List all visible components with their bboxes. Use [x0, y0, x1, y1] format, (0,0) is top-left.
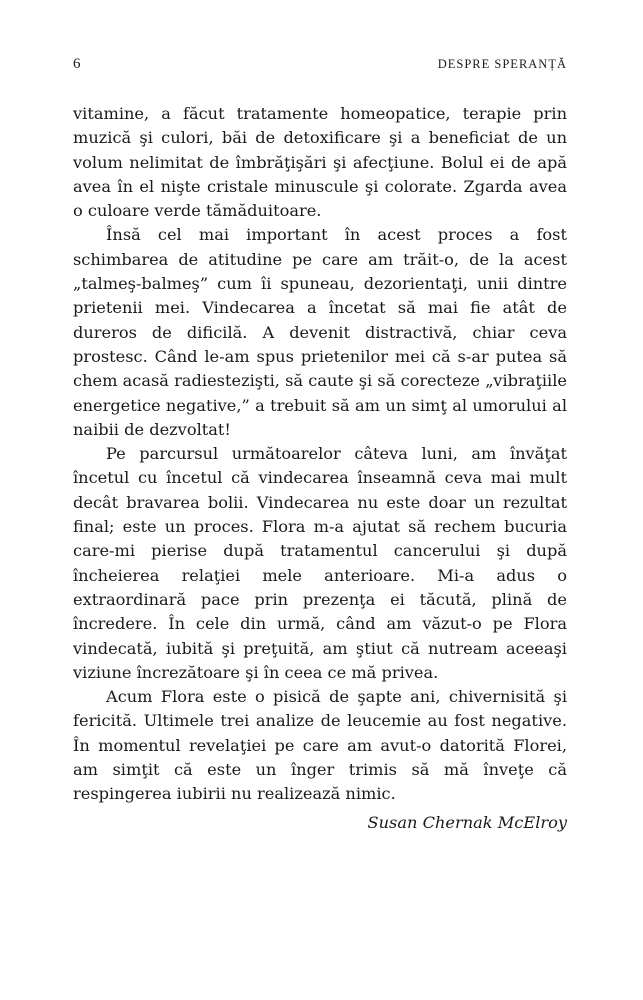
book-page — [73, 56, 567, 835]
page-number: 6 — [73, 56, 81, 72]
running-head: DESPRE SPERANȚĂ — [437, 57, 567, 71]
paragraph: Acum Flora este o pisică de şapte ani, chivernisită şi fericită. Ultimele trei analize de leucemie au fost negative. În momentul revelaţiei pe care am avut-o datorită Florei, am simţit că este un înger trimis să mă înveţe că respingerea iubirii nu realizează nimic. — [73, 687, 567, 804]
paragraph: vitamine, a făcut tratamente homeopatice, terapie prin muzică şi culori, băi de detoxificare şi a beneficiat de un volum nelimitat de îmbrăţişări şi afecţiune. Bolul ei de apă avea în el nişte cristale minuscule şi colorate. Zgarda avea o culoare verde tămăduitoare. — [73, 104, 567, 221]
paragraph: Însă cel mai important în acest proces a fost schimbarea de atitudine pe care am trăit-o, de la acest „talmeş-balmeş” cum îi spuneau, dezorientaţi, unii dintre prietenii mei. Vindecarea a încetat să mai fie atât de dureros de dificilă. A devenit distractivă, chiar ceva prostesc. Când le-am spus prietenilor mei că s-ar putea să chem acasă radiestezişti, să caute şi să corecteze „vibraţiile energetice negative,” a trebuit să am un simţ al umorului al naibii de dezvoltat! — [73, 225, 567, 439]
body-text — [73, 102, 567, 807]
paragraph: Pe parcursul următoarelor câteva luni, am învăţat încetul cu încetul că vindecarea înseamnă ceva mai mult decât bravarea bolii. Vindecarea nu este doar un rezultat final; este un proces. Flora m-a ajutat să rechem bucuria care-mi pierise după tratamentul cancerului şi după încheierea relaţiei mele anterioare. Mi-a adus o extraordinară pace prin prezenţa ei tăcută, plină de încredere. În cele din urmă, când am văzut-o pe Flora vindecată, iubită şi preţuită, am ştiut că nutream aceeaşi viziune încrezătoare şi în ceea ce mă privea. — [73, 444, 567, 682]
author-signature: Susan Chernak McElroy — [367, 812, 567, 832]
page-header — [73, 56, 567, 82]
